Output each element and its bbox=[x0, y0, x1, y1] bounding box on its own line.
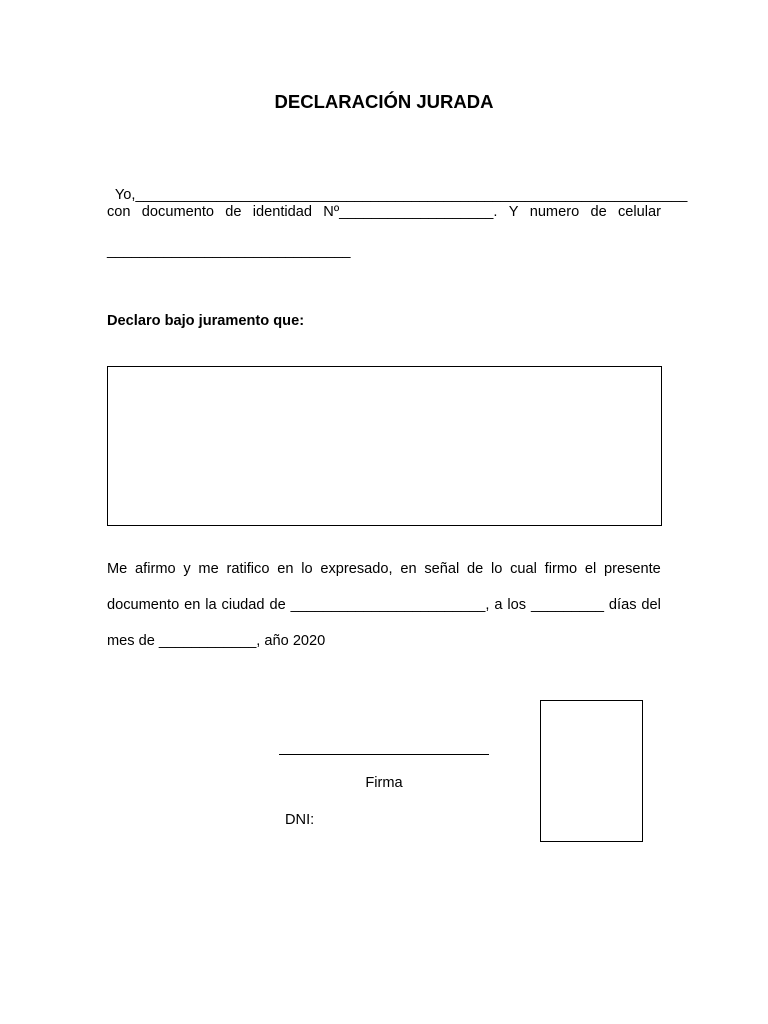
affirm-word: lo bbox=[301, 561, 313, 577]
affirm-word: en bbox=[400, 561, 417, 577]
affirm-word: señal bbox=[424, 561, 460, 577]
affirm-word: me bbox=[198, 561, 219, 577]
id-word: numero bbox=[529, 204, 580, 220]
affirm-word: en bbox=[184, 597, 201, 613]
affirm-word: el bbox=[584, 561, 597, 577]
id-word: de bbox=[590, 204, 607, 220]
id-word: con bbox=[107, 204, 131, 220]
id-word: Y bbox=[508, 204, 519, 220]
affirm-word: los bbox=[507, 597, 527, 613]
affirm-line-1 bbox=[107, 560, 661, 578]
affirm-word: ratifico bbox=[226, 561, 270, 577]
id-number-blank: Nº___________________. bbox=[323, 204, 498, 220]
name-prefix: Yo, bbox=[114, 187, 136, 203]
affirm-word: lo bbox=[490, 561, 503, 577]
signature-line bbox=[279, 754, 489, 755]
affirm-word: ciudad bbox=[221, 597, 265, 613]
affirm-line-2 bbox=[107, 596, 661, 614]
affirm-word: firmo bbox=[544, 561, 578, 577]
name-line bbox=[107, 168, 687, 204]
name-blank: ____________________________________________________________________ bbox=[135, 187, 688, 203]
affirm-word: días bbox=[608, 597, 637, 613]
affirm-line-3: mes de ____________, año 2020 bbox=[107, 633, 326, 649]
affirm-word: de bbox=[269, 597, 286, 613]
affirm-word: del bbox=[641, 597, 661, 613]
id-word: identidad bbox=[252, 204, 313, 220]
id-line bbox=[107, 203, 661, 221]
affirm-word: Me bbox=[107, 561, 128, 577]
city-blank: ________________________, bbox=[290, 597, 490, 613]
affirm-word: cual bbox=[510, 561, 537, 577]
fingerprint-box[interactable] bbox=[540, 700, 643, 842]
affirm-word: en bbox=[277, 561, 294, 577]
days-blank: _________ bbox=[530, 597, 605, 613]
id-word: de bbox=[225, 204, 242, 220]
affirm-word: presente bbox=[603, 561, 661, 577]
id-word: celular bbox=[617, 204, 661, 220]
affirm-word: y bbox=[183, 561, 191, 577]
affirm-word: a bbox=[494, 597, 503, 613]
declaration-box[interactable] bbox=[107, 366, 662, 526]
phone-blank: ______________________________ bbox=[107, 243, 351, 259]
id-word: documento bbox=[141, 204, 215, 220]
affirm-word: de bbox=[466, 561, 484, 577]
affirm-word: afirmo bbox=[135, 561, 176, 577]
declaration-heading: Declaro bajo juramento que: bbox=[107, 313, 305, 329]
signature-label: Firma bbox=[365, 775, 403, 791]
dni-label: DNI: bbox=[285, 812, 315, 828]
affirm-word: expresado, bbox=[320, 561, 393, 577]
affirm-word: la bbox=[205, 597, 217, 613]
affirm-word: documento bbox=[107, 597, 180, 613]
document-title: DECLARACIÓN JURADA bbox=[274, 91, 494, 112]
